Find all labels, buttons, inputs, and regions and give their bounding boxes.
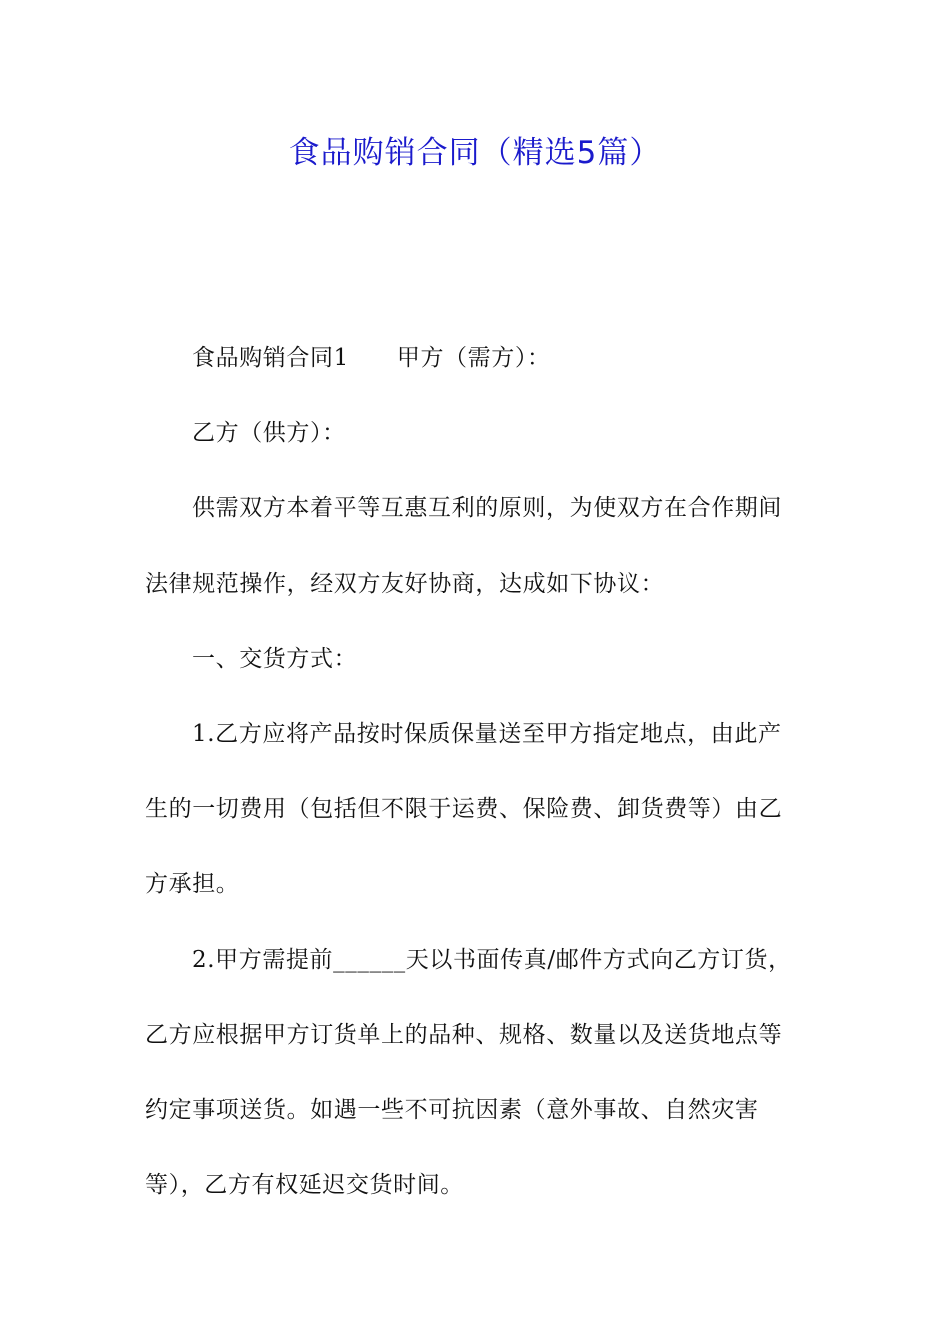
paragraph-text: 等），乙方有权延迟交货时间。 xyxy=(145,1172,464,1199)
paragraph-text: 供需双方本着平等互惠互利的原则，为使双方在合作期间 xyxy=(192,495,782,522)
paragraph-text: 约定事项送货。如遇一些不可抗因素（意外事故、自然灾害 xyxy=(145,1096,759,1123)
section-heading: 一、交货方式： xyxy=(192,645,358,672)
paragraph-text: 方承担。 xyxy=(145,871,240,898)
party-b-label: 乙方（供方）： xyxy=(192,420,346,447)
paragraph-text: 法律规范操作，经双方友好协商，达成如下协议： xyxy=(145,570,665,597)
document-title: 食品购销合同（精选5篇） xyxy=(288,135,662,171)
paragraph-text: 生的一切费用（包括但不限于运费、保险费、卸货费等）由乙 xyxy=(145,796,783,823)
party-b-line xyxy=(145,415,809,453)
paragraph-line xyxy=(145,1017,809,1055)
contract-number-label: 食品购销合同1 xyxy=(192,345,349,371)
paragraph-line xyxy=(145,566,809,604)
paragraph-line xyxy=(145,1092,809,1130)
paragraph-line xyxy=(145,942,809,980)
paragraph-text: 1.乙方应将产品按时保质保量送至甲方指定地点，由此产 xyxy=(192,720,782,747)
paragraph-text: 乙方应根据甲方订货单上的品种、规格、数量以及送货地点等 xyxy=(145,1021,783,1048)
party-a-label: 甲方（需方）： xyxy=(396,345,551,371)
paragraph-line xyxy=(145,866,809,904)
paragraph-text: 2.甲方需提前______天以书面传真/邮件方式向乙方订货， xyxy=(192,946,792,973)
paragraph-line xyxy=(145,716,809,754)
contract-heading-line xyxy=(145,340,809,378)
section-heading-line xyxy=(145,641,809,679)
document-body xyxy=(145,340,809,1242)
paragraph-line xyxy=(145,490,809,528)
paragraph-line xyxy=(145,1167,809,1205)
paragraph-line xyxy=(145,791,809,829)
